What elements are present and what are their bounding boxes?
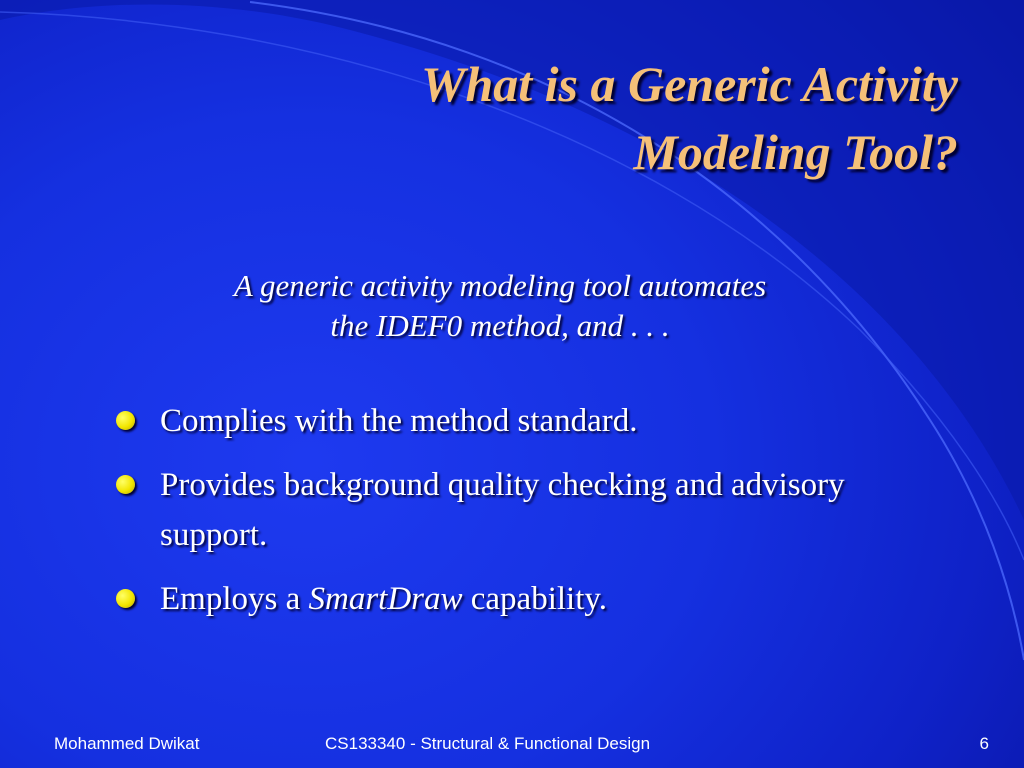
bullet-text-main: Provides background quality checking and advisory support.: [160, 467, 845, 553]
slide-title-line-2: Modeling Tool?: [633, 124, 958, 180]
bullet-list: [110, 396, 910, 638]
footer-page-number: 6: [979, 734, 989, 753]
bullet-text: [160, 574, 910, 624]
bullet-icon: [116, 411, 135, 430]
bullet-item: [110, 574, 910, 624]
slide-footer: [0, 731, 1024, 757]
slide-title: [178, 50, 958, 186]
slide-title-line-1: What is a Generic Activity: [421, 56, 958, 112]
bullet-text-after: capability.: [462, 581, 607, 617]
slide-subtitle-line-1: A generic activity modeling tool automates: [233, 268, 767, 303]
bullet-item: [110, 396, 910, 446]
bullet-icon: [116, 589, 135, 608]
bullet-text-before: Employs a: [160, 581, 309, 617]
bullet-text-main: Complies with the method standard.: [160, 403, 638, 439]
bullet-icon: [116, 475, 135, 494]
slide-subtitle: [100, 266, 900, 346]
footer-author: Mohammed Dwikat: [54, 734, 200, 753]
bullet-item: [110, 460, 910, 560]
bullet-text: [160, 396, 910, 446]
bullet-text: [160, 460, 910, 560]
bullet-text-italic: SmartDraw: [308, 581, 463, 617]
footer-course: CS133340 - Structural & Functional Design: [325, 734, 651, 753]
slide-subtitle-line-2: the IDEF0 method, and . . .: [330, 308, 670, 343]
